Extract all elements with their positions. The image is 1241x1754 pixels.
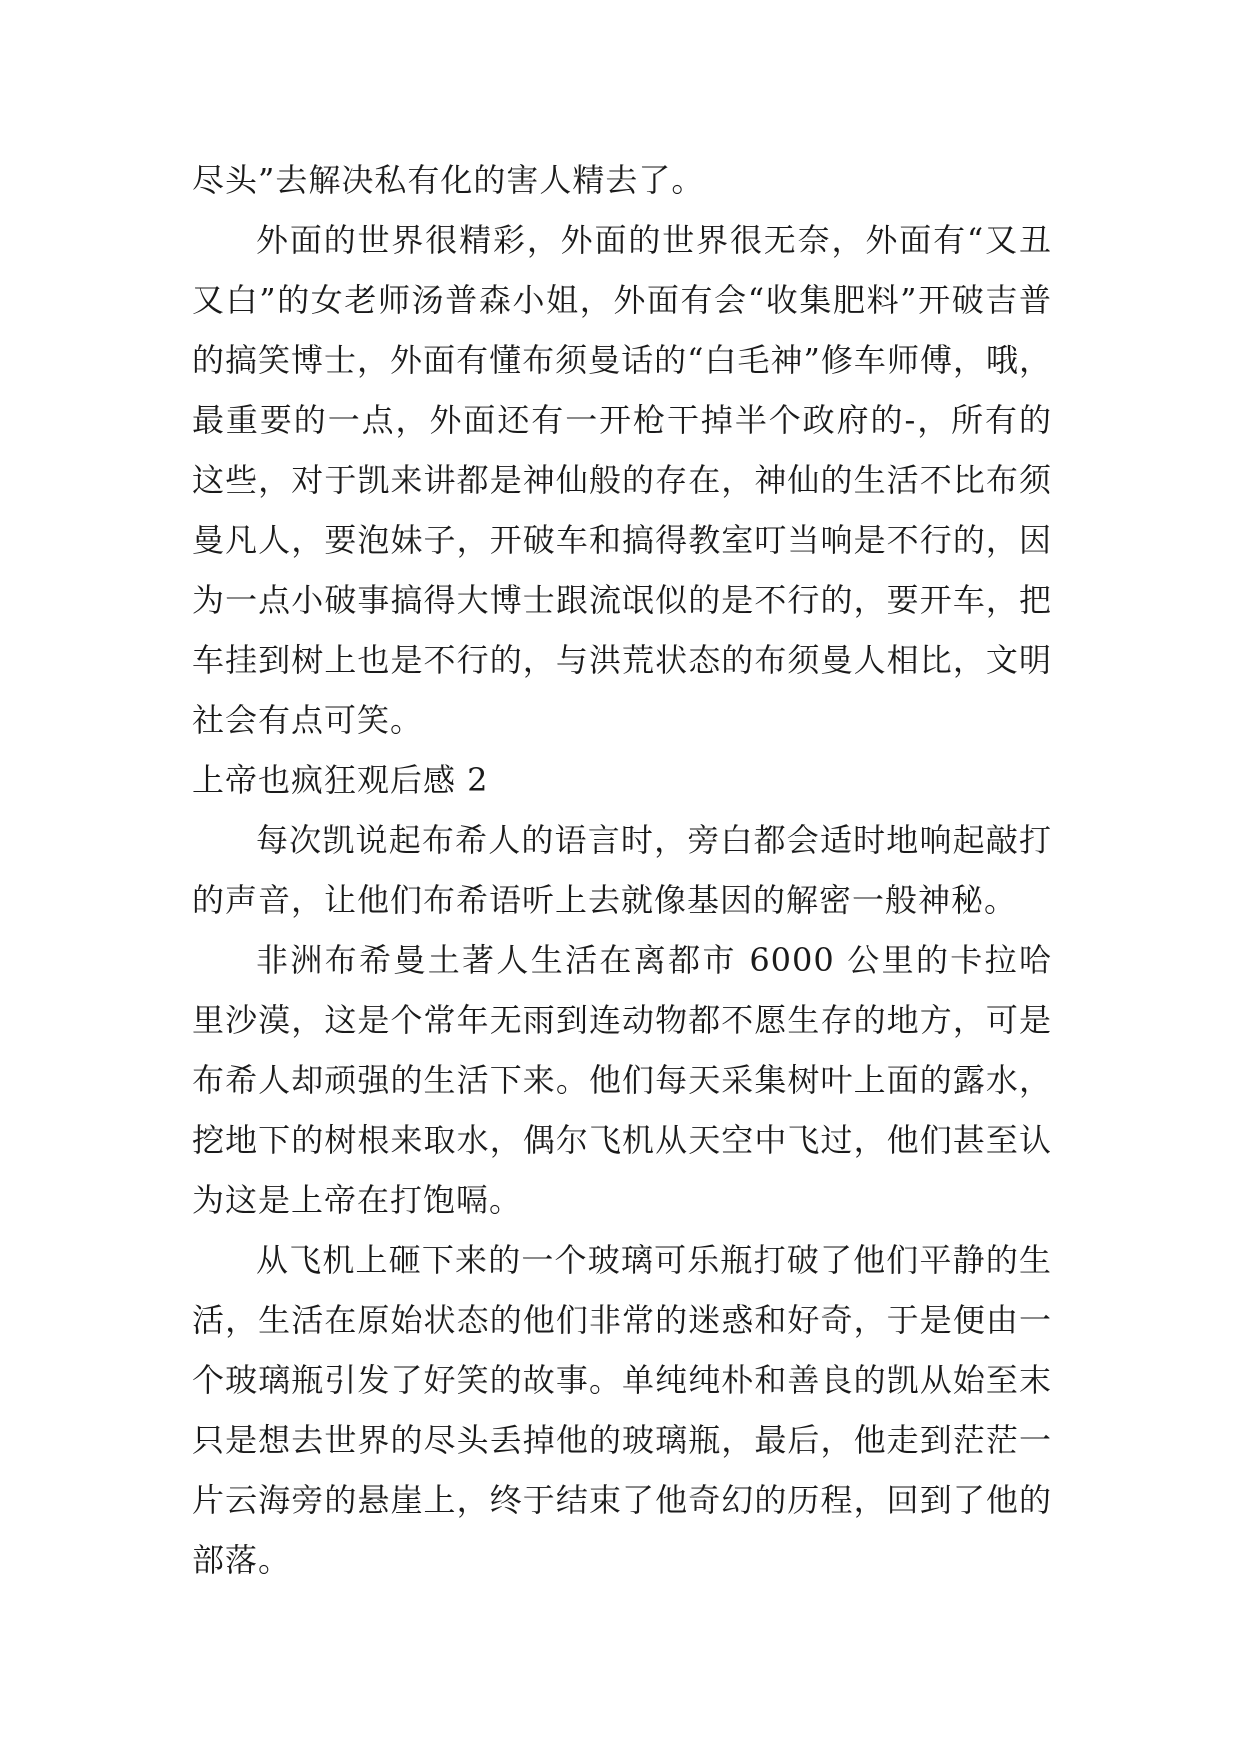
paragraph-outside-world: 外面的世界很精彩，外面的世界很无奈，外面有“又丑又白”的女老师汤普森小姐，外面有会“收集肥料”开破吉普的搞笑博士，外面有懂布须曼话的“白毛神”修车师傅，哦，最重要的一点，外面还有一开枪干掉半个政府的-，所有的这些，对于凯来讲都是神仙般的存在，神仙的生活不比布须曼凡人，要泡妹子，开破车和搞得教室叮当响是不行的，因为一点小破事搞得大博士跟流氓似的是不行的，要开车，把车挂到树上也是不行的，与洪荒状态的布须曼人相比，文明社会有点可笑。 <box>192 221 1052 739</box>
document-page <box>192 150 1052 1590</box>
section-title: 上帝也疯狂观后感 2 <box>192 761 489 799</box>
paragraph-coke-bottle: 从飞机上砸下来的一个玻璃可乐瓶打破了他们平静的生活，生活在原始状态的他们非常的迷惑和好奇，于是便由一个玻璃瓶引发了好笑的故事。单纯纯朴和善良的凯从始至末只是想去世界的尽头丢掉他的玻璃瓶，最后，他走到茫茫一片云海旁的悬崖上，终于结束了他奇幻的历程，回到了他的部落。 <box>192 1241 1052 1579</box>
continuation-paragraph: 尽头”去解决私有化的害人精去了。 <box>192 161 705 199</box>
paragraph-bushman-language: 每次凯说起布希人的语言时，旁白都会适时地响起敲打的声音，让他们布希语听上去就像基因的解密一般神秘。 <box>192 821 1052 919</box>
paragraph-kalahari-desert: 非洲布希曼土著人生活在离都市 6000 公里的卡拉哈里沙漠，这是个常年无雨到连动物都不愿生存的地方，可是布希人却顽强的生活下来。他们每天采集树叶上面的露水，挖地下的树根来取水，偶尔飞机从天空中飞过，他们甚至认为这是上帝在打饱嗝。 <box>192 941 1052 1219</box>
